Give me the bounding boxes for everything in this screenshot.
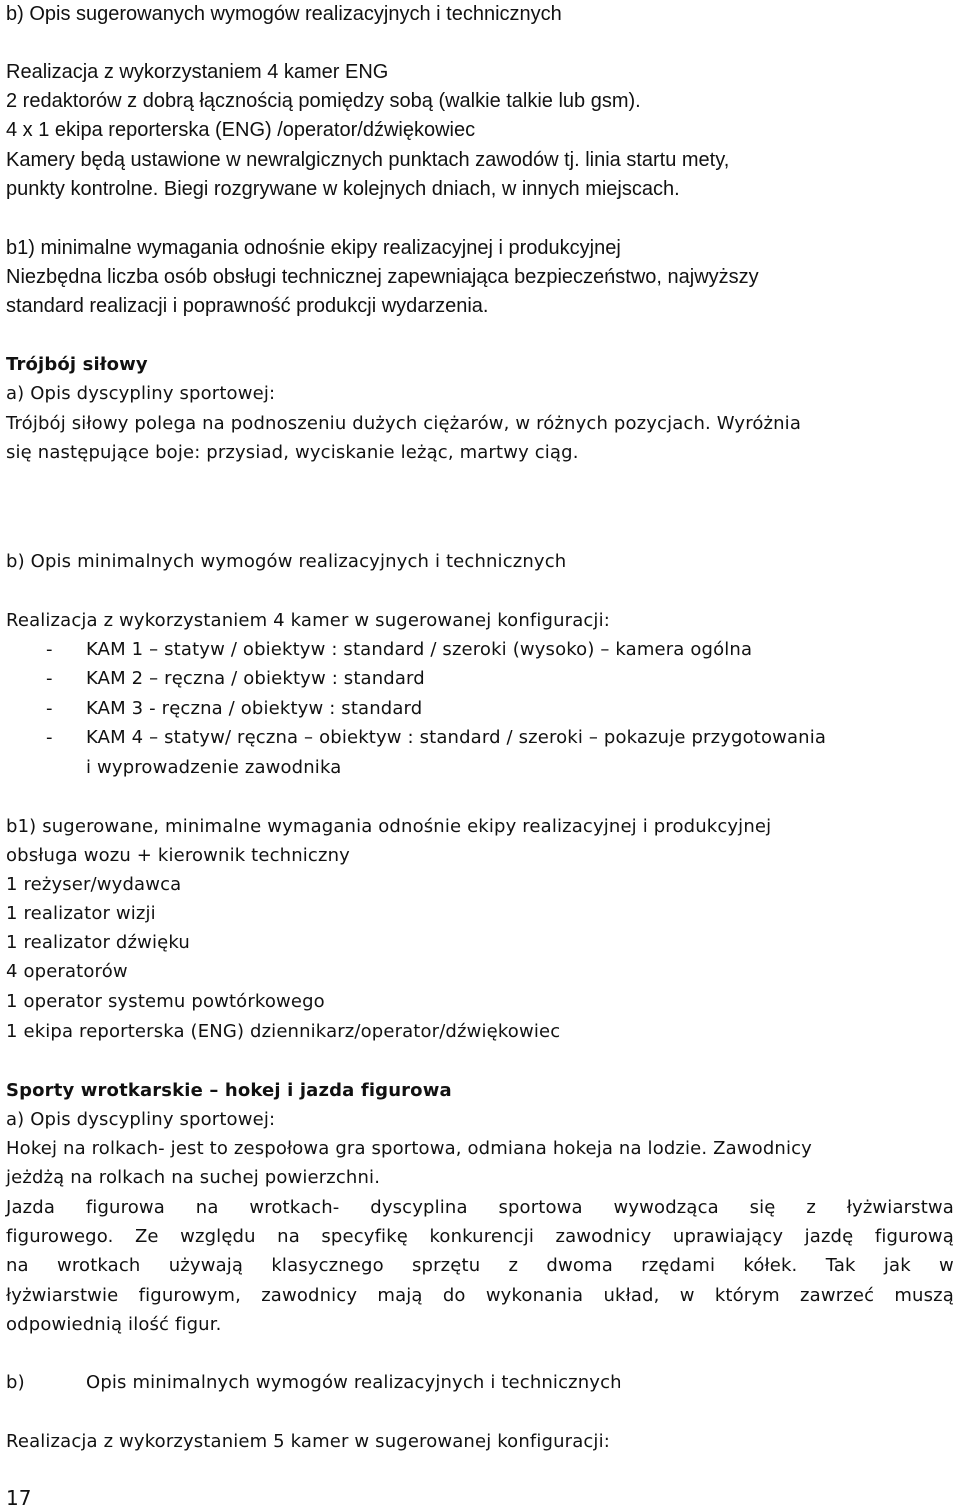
text-line: się następujące boje: przysiad, wyciskanie leżąc, martwy ciąg. — [6, 442, 579, 463]
word: Tak — [825, 1255, 856, 1276]
justified-line — [6, 1196, 954, 1220]
word: na — [195, 1197, 219, 1218]
word: specyfikę — [321, 1226, 409, 1247]
word: sportowa — [498, 1197, 583, 1218]
word: łyżwiarstwa — [846, 1197, 954, 1218]
subsection-heading: a) Opis dyscypliny sportowej: — [6, 1109, 276, 1130]
word: zawrzeć — [800, 1285, 875, 1306]
word: na — [277, 1226, 300, 1247]
text-line: Kamery będą ustawione w newralgicznych punktach zawodów tj. linia startu mety, — [6, 149, 730, 171]
subsection-heading: b1) sugerowane, minimalne wymagania odnośnie ekipy realizacyjnej i produkcyjnej — [6, 816, 772, 837]
word: wykonania — [485, 1285, 584, 1306]
word: klasycznego — [271, 1255, 384, 1276]
text-line: punkty kontrolne. Biegi rozgrywane w kolejnych dniach, w innych miejscach. — [6, 178, 680, 200]
justified-line — [6, 1225, 954, 1249]
crew-line: 4 operatorów — [6, 961, 128, 982]
section-heading-text: Opis minimalnych wymogów realizacyjnych i technicznych — [86, 1372, 622, 1393]
crew-line: 1 ekipa reporterska (ENG) dziennikarz/operator/dźwiękowiec — [6, 1021, 561, 1042]
word: wywodząca — [613, 1197, 719, 1218]
word: którym — [714, 1285, 780, 1306]
word: rzędami — [641, 1255, 716, 1276]
camera-item-continuation: i wyprowadzenie zawodnika — [86, 757, 342, 778]
page-number: 17 — [6, 1486, 32, 1510]
justified-line — [6, 1284, 954, 1308]
text-line: jeżdżą na rolkach na suchej powierzchni. — [6, 1167, 381, 1188]
word: w — [679, 1285, 695, 1306]
camera-item: KAM 2 – ręczna / obiektyw : standard — [86, 668, 425, 689]
crew-line: 1 realizator wizji — [6, 903, 156, 924]
section-label: b) — [6, 1372, 25, 1393]
text-line: Niezbędna liczba osób obsługi technicznej zapewniająca bezpieczeństwo, najwyższy — [6, 266, 759, 288]
word: figurowa — [85, 1197, 165, 1218]
crew-line: 1 operator systemu powtórkowego — [6, 991, 325, 1012]
camera-item: KAM 1 – statyw / obiektyw : standard / szeroki (wysoko) – kamera ogólna — [86, 639, 753, 660]
word: na — [6, 1255, 29, 1276]
word: względu — [180, 1226, 256, 1247]
list-bullet: - — [46, 639, 53, 660]
text-line: 4 x 1 ekipa reporterska (ENG) /operator/dźwiękowiec — [6, 119, 476, 141]
word: łyżwiarstwie — [6, 1285, 119, 1306]
word: dwoma — [546, 1255, 613, 1276]
section-heading — [6, 1371, 954, 1395]
word: dyscyplina — [370, 1197, 468, 1218]
word: figurowym, — [138, 1285, 241, 1306]
word: mają — [377, 1285, 423, 1306]
text-line: odpowiednią ilość figur. — [6, 1314, 222, 1335]
text-line: Realizacja z wykorzystaniem 4 kamer ENG — [6, 61, 389, 83]
word: się — [749, 1197, 776, 1218]
text-line: Trójbój siłowy polega na podnoszeniu dużych ciężarów, w różnych pozycjach. Wyróżnia — [6, 413, 802, 434]
section-heading: b) Opis minimalnych wymogów realizacyjnych i technicznych — [6, 551, 567, 572]
list-bullet: - — [46, 698, 53, 719]
word: kółek. — [743, 1255, 798, 1276]
subsection-heading: b1) minimalne wymagania odnośnie ekipy realizacyjnej i produkcyjnej — [6, 237, 621, 259]
camera-item: KAM 4 – statyw/ ręczna – obiektyw : standard / szeroki – pokazuje przygotowania — [86, 727, 827, 748]
justified-line — [6, 1254, 954, 1278]
text-line: Realizacja z wykorzystaniem 5 kamer w sugerowanej konfiguracji: — [6, 1431, 610, 1452]
word: używają — [168, 1255, 244, 1276]
word: uprawiający — [672, 1226, 784, 1247]
discipline-title: Sporty wrotkarskie – hokej i jazda figurowa — [6, 1080, 452, 1101]
camera-item: KAM 3 - ręczna / obiektyw : standard — [86, 698, 423, 719]
word: zawodnicy — [555, 1226, 652, 1247]
section-heading: b) Opis sugerowanych wymogów realizacyjnych i technicznych — [6, 3, 562, 25]
text-line: 2 redaktorów z dobrą łącznością pomiędzy sobą (walkie talkie lub gsm). — [6, 90, 641, 112]
discipline-title: Trójbój siłowy — [6, 354, 148, 375]
word: zawodnicy — [261, 1285, 358, 1306]
word: figurowego. — [6, 1226, 114, 1247]
word: jak — [883, 1255, 911, 1276]
word: w — [939, 1255, 954, 1276]
word: układ, — [603, 1285, 660, 1306]
text-line: Hokej na rolkach- jest to zespołowa gra sportowa, odmiana hokeja na lodzie. Zawodnicy — [6, 1138, 812, 1159]
word: figurową — [874, 1226, 954, 1247]
text-line: Realizacja z wykorzystaniem 4 kamer w sugerowanej konfiguracji: — [6, 610, 610, 631]
word: wrotkach — [57, 1255, 141, 1276]
word: z — [806, 1197, 816, 1218]
word: jazdę — [804, 1226, 854, 1247]
word: muszą — [894, 1285, 954, 1306]
list-bullet: - — [46, 727, 53, 748]
list-bullet: - — [46, 668, 53, 689]
word: wrotkach- — [249, 1197, 340, 1218]
crew-line: obsługa wozu + kierownik techniczny — [6, 845, 350, 866]
word: Jazda — [6, 1197, 55, 1218]
word: Ze — [134, 1226, 159, 1247]
word: do — [442, 1285, 466, 1306]
subsection-heading: a) Opis dyscypliny sportowej: — [6, 383, 276, 404]
word: sprzętu — [412, 1255, 481, 1276]
crew-line: 1 reżyser/wydawca — [6, 874, 182, 895]
word: konkurencji — [429, 1226, 535, 1247]
crew-line: 1 realizator dźwięku — [6, 932, 190, 953]
word: z — [508, 1255, 519, 1276]
text-line: standard realizacji i poprawność produkcji wydarzenia. — [6, 295, 489, 317]
